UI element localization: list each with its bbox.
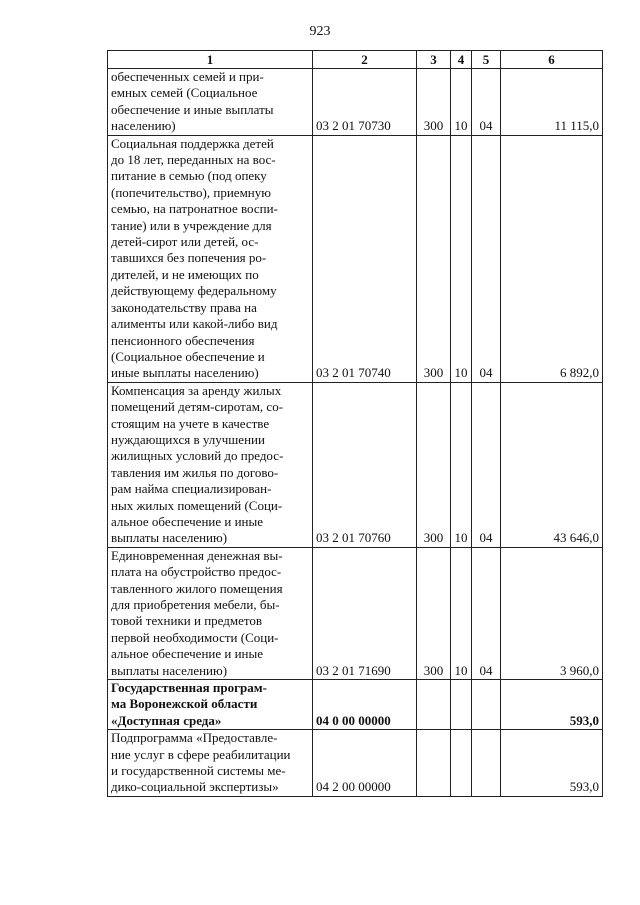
row-name-line: ние услуг в сфере реабилитации — [111, 746, 291, 762]
table-row — [108, 382, 603, 547]
row-name-line: тавшихся без попечения ро- — [111, 250, 267, 266]
row-col5-cell: 04 — [472, 135, 501, 382]
row-name-line: тавления им жилья по догово- — [111, 464, 279, 480]
row-code-cell: 03 2 01 71690 — [313, 547, 417, 679]
row-col4-cell — [451, 730, 472, 797]
row-name-line: дителей, и не имеющих по — [111, 266, 259, 282]
row-name-line: «Доступная среда» — [111, 712, 222, 728]
row-name-line: для приобретения мебели, бы- — [111, 597, 280, 612]
row-name-line: до 18 лет, переданных на вос- — [111, 152, 276, 168]
row-name-line: ных жилых помещений (Соци- — [111, 497, 283, 513]
header-col-1: 1 — [108, 51, 313, 69]
row-code-cell: 04 2 00 00000 — [313, 730, 417, 797]
row-amount-cell: 3 960,0 — [501, 547, 603, 679]
row-name-cell — [108, 680, 313, 730]
table-row — [108, 547, 603, 679]
row-col3-cell: 300 — [417, 382, 451, 547]
row-col5-cell — [472, 680, 501, 730]
row-name-line: Единовременная денежная вы- — [111, 547, 283, 563]
budget-table — [107, 50, 603, 797]
row-amount-cell: 11 115,0 — [501, 69, 603, 136]
header-col-4: 4 — [451, 51, 472, 69]
row-name-line: обеспечение и иные выплаты — [111, 101, 274, 117]
row-name-line: обеспеченных семей и при- — [111, 69, 264, 84]
row-name-line: питание в семью (под опеку — [111, 168, 267, 184]
row-name-line: детей-сирот или детей, ос- — [111, 234, 259, 250]
row-col3-cell: 300 — [417, 547, 451, 679]
row-name-cell — [108, 730, 313, 797]
row-name-line: (Социальное обеспечение и — [111, 348, 265, 364]
table-row — [108, 730, 603, 797]
row-name-line: пенсионного обеспечения — [111, 332, 255, 348]
row-col4-cell: 10 — [451, 382, 472, 547]
row-col4-cell: 10 — [451, 135, 472, 382]
row-name-cell — [108, 69, 313, 136]
row-name-line: Подпрограмма «Предоставле- — [111, 730, 278, 746]
row-code-cell: 03 2 01 70760 — [313, 382, 417, 547]
row-code-cell: 03 2 01 70740 — [313, 135, 417, 382]
row-col5-cell — [472, 730, 501, 797]
row-name-line: иные выплаты населению) — [111, 365, 259, 381]
header-col-6: 6 — [501, 51, 603, 69]
row-name-line: населению) — [111, 118, 176, 134]
row-name-line: тание) или в учреждение для — [111, 217, 272, 233]
row-name-line: альное обеспечение и иные — [111, 513, 264, 529]
row-name-line: рам найма специализирован- — [111, 481, 272, 497]
row-col5-cell: 04 — [472, 382, 501, 547]
row-name-line: стоящим на учете в качестве — [111, 415, 270, 431]
row-name-line: действующему федеральному — [111, 283, 277, 299]
row-name-line: первой необходимости (Соци- — [111, 629, 279, 645]
row-name-line: алименты или какой-либо вид — [111, 316, 278, 332]
row-name-cell — [108, 382, 313, 547]
row-col3-cell: 300 — [417, 135, 451, 382]
row-col3-cell: 300 — [417, 69, 451, 136]
table-row — [108, 135, 603, 382]
table-header-row — [108, 51, 603, 69]
row-name-line: тавленного жилого помещения — [111, 580, 283, 596]
row-col3-cell — [417, 680, 451, 730]
row-name-line: Государственная програм- — [111, 680, 267, 696]
row-code-cell: 03 2 01 70730 — [313, 69, 417, 136]
table-body — [108, 69, 603, 797]
row-code-cell: 04 0 00 00000 — [313, 680, 417, 730]
row-name-line: (попечительство), приемную — [111, 184, 271, 200]
row-name-line: выплаты населению) — [111, 662, 228, 678]
row-col5-cell: 04 — [472, 69, 501, 136]
row-name-line: нуждающихся в улучшении — [111, 431, 265, 447]
row-name-line: Компенсация за аренду жилых — [111, 382, 282, 398]
row-name-line: и государственной системы ме- — [111, 763, 286, 779]
header-col-5: 5 — [472, 51, 501, 69]
row-name-cell — [108, 135, 313, 382]
row-name-line: помещений детям-сиротам, со- — [111, 399, 284, 415]
row-col4-cell: 10 — [451, 69, 472, 136]
row-amount-cell: 43 646,0 — [501, 382, 603, 547]
row-name-line: выплаты населению) — [111, 530, 228, 546]
row-name-line: Социальная поддержка детей — [111, 135, 274, 151]
row-name-line: жилищных условий до предос- — [111, 448, 284, 464]
header-col-2: 2 — [313, 51, 417, 69]
row-col3-cell — [417, 730, 451, 797]
page-number: 923 — [309, 24, 331, 39]
row-name-line: плата на обустройство предос- — [111, 564, 282, 580]
row-amount-cell: 6 892,0 — [501, 135, 603, 382]
row-name-line: емных семей (Социальное — [111, 85, 258, 101]
row-name-line: семью, на патронатное воспи- — [111, 201, 278, 217]
row-name-line: ма Воронежской области — [111, 696, 258, 712]
row-amount-cell: 593,0 — [501, 680, 603, 730]
row-col4-cell — [451, 680, 472, 730]
row-col4-cell: 10 — [451, 547, 472, 679]
row-name-cell — [108, 547, 313, 679]
row-amount-cell: 593,0 — [501, 730, 603, 797]
row-name-line: альное обеспечение и иные — [111, 646, 264, 662]
table-row — [108, 69, 603, 136]
header-col-3: 3 — [417, 51, 451, 69]
row-name-line: товой техники и предметов — [111, 613, 263, 629]
row-name-line: законодательству права на — [111, 299, 257, 315]
row-col5-cell: 04 — [472, 547, 501, 679]
table-row — [108, 680, 603, 730]
row-name-line: дико-социальной экспертизы» — [111, 779, 279, 795]
